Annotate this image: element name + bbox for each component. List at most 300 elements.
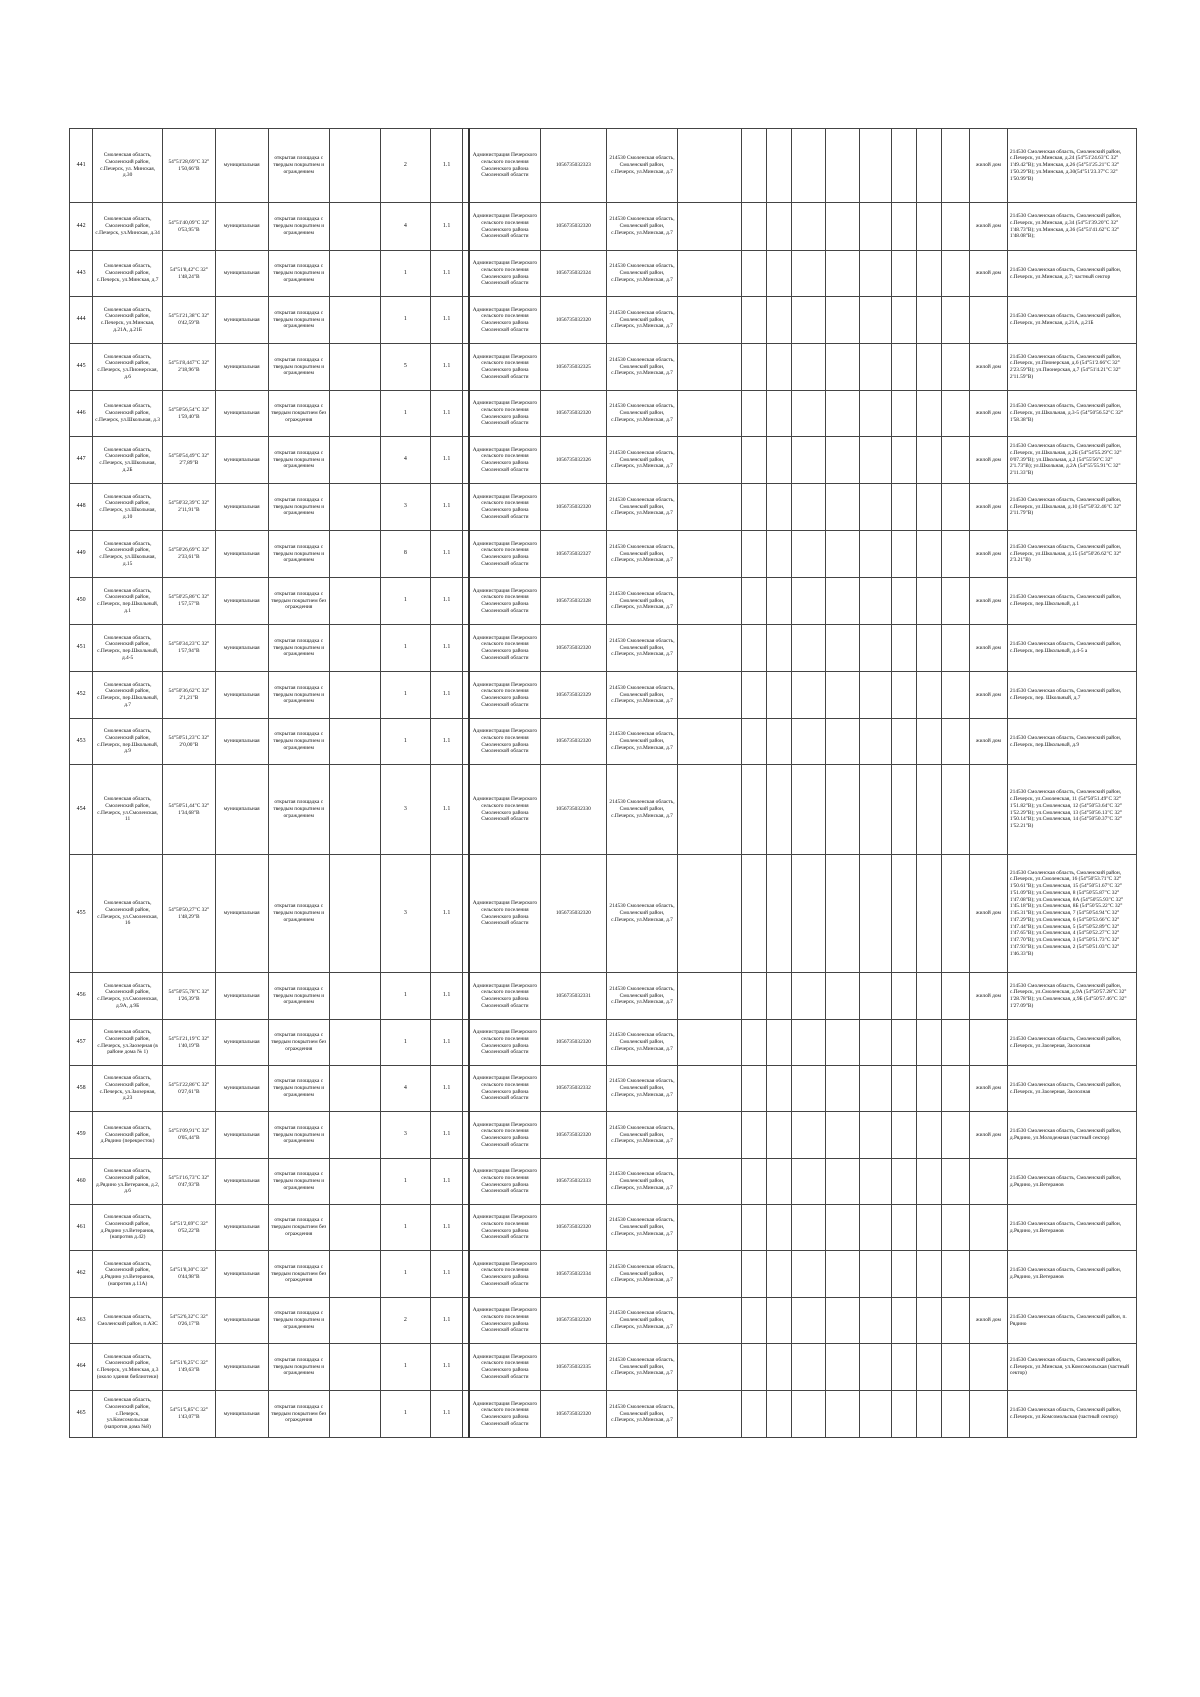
empty-cell: [329, 1112, 380, 1159]
empty-cell: [792, 1344, 826, 1391]
empty-cell: [767, 129, 792, 203]
sources-address-cell: 214530 Смоленская область, Смоленский район, д.Рядино, ул.Ветеранов: [1007, 1251, 1136, 1298]
owner-cell: Администрация Печерского сельского поселения Смоленского района Смоленской области: [469, 251, 541, 297]
empty-cell: [942, 437, 969, 484]
containers-cell: 1: [380, 1205, 431, 1251]
empty-cell: [741, 484, 766, 531]
owner-address-cell: 214530 Смоленская область, Смоленский район, с.Печерск, ул.Минская, д.7: [606, 625, 678, 672]
coords-cell: 54°51'5,85"С 32° 1'43,07"В: [162, 1391, 215, 1438]
empty-cell: [741, 251, 766, 297]
volume-cell: 1.1: [431, 531, 463, 578]
address-cell: Смоленская область, Смоленский район, с.Печерск, ул.Смоленская, д.9А, д.9Б: [93, 973, 163, 1020]
empty-cell: [741, 1066, 766, 1112]
containers-cell: 8: [380, 531, 431, 578]
table-row: [70, 437, 1137, 484]
owner-cell: Администрация Печерского сельского поселения Смоленского района Смоленской области: [469, 578, 541, 625]
row-number: 447: [70, 437, 93, 484]
surface-cell: открытая площадка с твердым покрытием без ограждения: [268, 1391, 329, 1438]
empty-cell: [891, 391, 916, 437]
coords-cell: 54°51'09,91"С 32° 0'05,44"В: [162, 1112, 215, 1159]
address-cell: Смоленская область, Смоленский район, с.Печерск, ул.Минская, д.34: [93, 203, 163, 251]
table-row: [70, 1159, 1137, 1205]
empty-cell: [891, 765, 916, 855]
table-row: [70, 625, 1137, 672]
ogrn-cell: 1056735032331: [541, 973, 606, 1020]
volume-cell: 1.1: [431, 1205, 463, 1251]
coords-cell: 54°50'36,62"С 32° 2'1,21"В: [162, 672, 215, 719]
row-number: 446: [70, 391, 93, 437]
empty-cell: [678, 1112, 741, 1159]
volume-cell: 1.1: [431, 1298, 463, 1344]
table-row: [70, 203, 1137, 251]
empty-cell: [767, 672, 792, 719]
register-body: [70, 129, 1137, 1438]
empty-cell: [942, 129, 969, 203]
coords-cell: 54°51'22,86"С 32° 0'27,61"В: [162, 1066, 215, 1112]
ogrn-cell: 1056735032320: [541, 1298, 606, 1344]
row-number: 460: [70, 1159, 93, 1205]
ogrn-cell: 1056735032326: [541, 437, 606, 484]
surface-cell: открытая площадка с твердым покрытием и ограждением: [268, 203, 329, 251]
owner-address-cell: 214530 Смоленская область, Смоленский район, с.Печерск, ул.Минская, д.7: [606, 1205, 678, 1251]
empty-cell: [826, 578, 860, 625]
empty-cell: [942, 1391, 969, 1438]
owner-address-cell: 214530 Смоленская область, Смоленский район, с.Печерск, ул.Минская, д.7: [606, 344, 678, 391]
empty-cell: [678, 1298, 741, 1344]
containers-cell: 1: [380, 973, 431, 1020]
table-row: [70, 672, 1137, 719]
empty-cell: [891, 129, 916, 203]
ownership-cell: муниципальная: [215, 973, 268, 1020]
empty-cell: [917, 973, 942, 1020]
ownership-cell: муниципальная: [215, 1205, 268, 1251]
sources-address-cell: 214530 Смоленская область, Смоленский район, с.Печерск, ул.Школьная, д.10 (54°50'32.46"С 32° 2'11.79"В): [1007, 484, 1136, 531]
empty-cell: [792, 672, 826, 719]
coords-cell: 54°50'26,69"С 32° 2'33,61"В: [162, 531, 215, 578]
empty-cell: [891, 437, 916, 484]
empty-cell: [792, 129, 826, 203]
containers-cell: 3: [380, 1112, 431, 1159]
containers-cell: 3: [380, 484, 431, 531]
sources-address-cell: 214530 Смоленская область, Смоленский район, с.Печерск, пер. Школьный, д.7: [1007, 672, 1136, 719]
empty-cell: [329, 484, 380, 531]
empty-cell: [942, 719, 969, 765]
empty-cell: [891, 297, 916, 344]
table-row: [70, 719, 1137, 765]
table-row: [70, 484, 1137, 531]
empty-cell: [767, 578, 792, 625]
empty-cell: [860, 1020, 892, 1066]
coords-cell: 54°51'28,69"С 32° 1'50,66"В: [162, 129, 215, 203]
owner-address-cell: 214530 Смоленская область, Смоленский район, с.Печерск, ул.Минская, д.7: [606, 672, 678, 719]
empty-cell: [860, 203, 892, 251]
sources-address-cell: 214530 Смоленская область, Смоленский район, д.Рядино, ул.Ветеранов: [1007, 1205, 1136, 1251]
empty-cell: [329, 1298, 380, 1344]
owner-cell: Администрация Печерского сельского поселения Смоленского района Смоленской области: [469, 1251, 541, 1298]
empty-cell: [678, 1159, 741, 1205]
surface-cell: открытая площадка с твердым покрытием и ограждением: [268, 672, 329, 719]
source-cell: [969, 1344, 1007, 1391]
source-cell: жилой дом: [969, 531, 1007, 578]
address-cell: Смоленская область, Смоленский район, с.Печерск, ул.Комсомольская (напротив дома №8): [93, 1391, 163, 1438]
ownership-cell: муниципальная: [215, 1020, 268, 1066]
empty-cell: [678, 578, 741, 625]
address-cell: Смоленская область, Смоленский район, с.Печерск, пер.Школьный, д.1: [93, 578, 163, 625]
empty-cell: [329, 1159, 380, 1205]
owner-cell: Администрация Печерского сельского поселения Смоленского района Смоленской области: [469, 1020, 541, 1066]
coords-cell: 54°51'8,447"С 32° 2'18,96"В: [162, 344, 215, 391]
ownership-cell: муниципальная: [215, 1159, 268, 1205]
coords-cell: 54°50'32,39"С 32° 2'11,91"В: [162, 484, 215, 531]
surface-cell: открытая площадка с твердым покрытием и ограждением: [268, 1344, 329, 1391]
owner-cell: Администрация Печерского сельского поселения Смоленского района Смоленской области: [469, 391, 541, 437]
empty-cell: [329, 531, 380, 578]
empty-cell: [741, 625, 766, 672]
empty-cell: [891, 203, 916, 251]
row-number: 465: [70, 1391, 93, 1438]
ownership-cell: муниципальная: [215, 344, 268, 391]
empty-cell: [826, 129, 860, 203]
table-row: [70, 344, 1137, 391]
ownership-cell: муниципальная: [215, 855, 268, 973]
ownership-cell: муниципальная: [215, 531, 268, 578]
surface-cell: открытая площадка с твердым покрытием и ограждением: [268, 765, 329, 855]
sources-address-cell: 214530 Смоленская область, Смоленский район, с.Печерск, ул.Смоленская, д.9А (54°50'57.28"С 32° 1'28.78"В); ул.Смоленская, д.9Б (54°50'57.46"С 32° 1'27.09"В): [1007, 973, 1136, 1020]
coords-cell: 54°51'16,73"С 32° 0'47,93"В: [162, 1159, 215, 1205]
empty-cell: [917, 765, 942, 855]
empty-cell: [741, 1251, 766, 1298]
empty-cell: [678, 531, 741, 578]
sources-address-cell: 214530 Смоленская область, Смоленский район, с.Печерск, ул.Комсомольская (частный сектор): [1007, 1391, 1136, 1438]
empty-cell: [891, 531, 916, 578]
empty-cell: [329, 1344, 380, 1391]
empty-cell: [678, 1066, 741, 1112]
empty-cell: [826, 1344, 860, 1391]
table-row: [70, 1344, 1137, 1391]
empty-cell: [917, 1344, 942, 1391]
owner-address-cell: 214530 Смоленская область, Смоленский район, с.Печерск, ул.Минская, д.7: [606, 1298, 678, 1344]
empty-cell: [891, 719, 916, 765]
sources-address-cell: 214530 Смоленская область, Смоленский район, п. Рядино: [1007, 1298, 1136, 1344]
ogrn-cell: 1056735032332: [541, 1066, 606, 1112]
owner-cell: Администрация Печерского сельского поселения Смоленского района Смоленской области: [469, 344, 541, 391]
surface-cell: открытая площадка с твердым покрытием и ограждением: [268, 344, 329, 391]
coords-cell: 54°50'51,23"С 32° 2'0,00"В: [162, 719, 215, 765]
row-number: 464: [70, 1344, 93, 1391]
empty-cell: [741, 203, 766, 251]
empty-cell: [891, 1159, 916, 1205]
surface-cell: открытая площадка с твердым покрытием и ограждением: [268, 531, 329, 578]
surface-cell: открытая площадка с твердым покрытием и ограждением: [268, 625, 329, 672]
empty-cell: [860, 1344, 892, 1391]
sources-address-cell: 214530 Смоленская область, Смоленский район, с.Печерск, пер.Школьный, д.1: [1007, 578, 1136, 625]
empty-cell: [767, 1344, 792, 1391]
coords-cell: 54°51'40,09"С 32° 0'53,95"В: [162, 203, 215, 251]
empty-cell: [891, 855, 916, 973]
row-number: 452: [70, 672, 93, 719]
empty-cell: [767, 765, 792, 855]
empty-cell: [942, 578, 969, 625]
table-row: [70, 251, 1137, 297]
source-cell: жилой дом: [969, 855, 1007, 973]
address-cell: Смоленская область, Смоленский район, с.Печерск, ул.Пионерская, д.6: [93, 344, 163, 391]
empty-cell: [329, 297, 380, 344]
address-cell: Смоленская область, Смоленский район, с.Печерск, ул.Школьная, д.10: [93, 484, 163, 531]
coords-cell: 54°51'21,19"С 32° 1'40,19"В: [162, 1020, 215, 1066]
owner-address-cell: 214530 Смоленская область, Смоленский район, с.Печерск, ул.Минская, д.7: [606, 1066, 678, 1112]
source-cell: жилой дом: [969, 437, 1007, 484]
empty-cell: [741, 578, 766, 625]
empty-cell: [792, 531, 826, 578]
containers-cell: 1: [380, 251, 431, 297]
coords-cell: 54°51'8,42"С 32° 1'48,24"В: [162, 251, 215, 297]
source-cell: жилой дом: [969, 484, 1007, 531]
source-cell: [969, 765, 1007, 855]
surface-cell: открытая площадка с твердым покрытием без ограждения: [268, 391, 329, 437]
owner-address-cell: 214530 Смоленская область, Смоленский район, с.Печерск, ул.Минская, д.7: [606, 437, 678, 484]
empty-cell: [741, 297, 766, 344]
empty-cell: [917, 719, 942, 765]
empty-cell: [329, 578, 380, 625]
ownership-cell: муниципальная: [215, 625, 268, 672]
containers-cell: 4: [380, 1066, 431, 1112]
ogrn-cell: 1056735032325: [541, 344, 606, 391]
row-number: 462: [70, 1251, 93, 1298]
address-cell: Смоленская область, Смоленский район, с.Печерск, ул.Школьная, д.15: [93, 531, 163, 578]
table-row: [70, 1066, 1137, 1112]
empty-cell: [891, 1391, 916, 1438]
coords-cell: 54°50'56,54"С 32° 1'59,40"В: [162, 391, 215, 437]
empty-cell: [678, 129, 741, 203]
owner-cell: Администрация Печерского сельского поселения Смоленского района Смоленской области: [469, 484, 541, 531]
empty-cell: [329, 1205, 380, 1251]
row-number: 445: [70, 344, 93, 391]
empty-cell: [792, 203, 826, 251]
empty-cell: [741, 344, 766, 391]
ogrn-cell: 1056735032320: [541, 1020, 606, 1066]
empty-cell: [741, 1344, 766, 1391]
row-number: 444: [70, 297, 93, 344]
sources-address-cell: 214530 Смоленская область, Смоленский район, с.Печерск, ул.Школьная, д.3-5 (54°50'56.52"С 32° 1'58.38"В): [1007, 391, 1136, 437]
empty-cell: [678, 344, 741, 391]
owner-address-cell: 214530 Смоленская область, Смоленский район, с.Печерск, ул.Минская, д.7: [606, 391, 678, 437]
address-cell: Смоленская область, Смоленский район, д.Рядино ул.Ветеранов, д.2, д.6: [93, 1159, 163, 1205]
containers-cell: 1: [380, 1020, 431, 1066]
empty-cell: [942, 765, 969, 855]
ogrn-cell: 1056735032320: [541, 484, 606, 531]
ownership-cell: муниципальная: [215, 484, 268, 531]
volume-cell: 1.1: [431, 344, 463, 391]
empty-cell: [329, 437, 380, 484]
empty-cell: [826, 1112, 860, 1159]
empty-cell: [329, 391, 380, 437]
empty-cell: [329, 344, 380, 391]
source-cell: жилой дом: [969, 391, 1007, 437]
table-row: [70, 297, 1137, 344]
empty-cell: [741, 1205, 766, 1251]
empty-cell: [891, 484, 916, 531]
empty-cell: [917, 1020, 942, 1066]
source-cell: [969, 297, 1007, 344]
empty-cell: [826, 973, 860, 1020]
source-cell: жилой дом: [969, 203, 1007, 251]
empty-cell: [767, 1251, 792, 1298]
address-cell: Смоленская область, Смоленский район, с.Печерск, ул.Смоленская, 16: [93, 855, 163, 973]
empty-cell: [917, 344, 942, 391]
surface-cell: открытая площадка с твердым покрытием без ограждения: [268, 1205, 329, 1251]
ownership-cell: муниципальная: [215, 765, 268, 855]
empty-cell: [942, 973, 969, 1020]
address-cell: Смоленская область, Смоленский район, д.Рядино (перекресток): [93, 1112, 163, 1159]
coords-cell: 54°50'25,86"С 32° 1'57,57"В: [162, 578, 215, 625]
row-number: 449: [70, 531, 93, 578]
empty-cell: [678, 297, 741, 344]
address-cell: Смоленская область, Смоленский район, с.Печерск, пер.Школьный, д.4-5: [93, 625, 163, 672]
table-row: [70, 765, 1137, 855]
empty-cell: [826, 1020, 860, 1066]
empty-cell: [678, 1391, 741, 1438]
empty-cell: [678, 1205, 741, 1251]
row-number: 456: [70, 973, 93, 1020]
empty-cell: [329, 973, 380, 1020]
address-cell: Смоленская область, Смоленский район, с.Печерск, ул.Минская, д.7: [93, 251, 163, 297]
empty-cell: [792, 1251, 826, 1298]
empty-cell: [767, 1020, 792, 1066]
owner-address-cell: 214530 Смоленская область, Смоленский район, с.Печерск, ул.Минская, д.7: [606, 973, 678, 1020]
owner-cell: Администрация Печерского сельского поселения Смоленского района Смоленской области: [469, 1159, 541, 1205]
source-cell: жилой дом: [969, 719, 1007, 765]
empty-cell: [860, 297, 892, 344]
empty-cell: [891, 1344, 916, 1391]
empty-cell: [942, 672, 969, 719]
ogrn-cell: 1056735032329: [541, 672, 606, 719]
empty-cell: [741, 672, 766, 719]
owner-cell: Администрация Печерского сельского поселения Смоленского района Смоленской области: [469, 437, 541, 484]
empty-cell: [917, 1112, 942, 1159]
empty-cell: [792, 1205, 826, 1251]
source-cell: [969, 1020, 1007, 1066]
owner-cell: Администрация Печерского сельского поселения Смоленского района Смоленской области: [469, 129, 541, 203]
empty-cell: [792, 765, 826, 855]
empty-cell: [678, 437, 741, 484]
surface-cell: открытая площадка с твердым покрытием и ограждением: [268, 719, 329, 765]
coords-cell: 54°51'21,38"С 32° 0'42,59"В: [162, 297, 215, 344]
address-cell: Смоленская область, Смоленский район, с.Печерск, ул.Смоленская, 11: [93, 765, 163, 855]
empty-cell: [678, 1251, 741, 1298]
table-row: [70, 855, 1137, 973]
ogrn-cell: 1056735032320: [541, 1205, 606, 1251]
source-cell: жилой дом: [969, 1298, 1007, 1344]
volume-cell: 1.1: [431, 129, 463, 203]
row-number: 442: [70, 203, 93, 251]
empty-cell: [792, 437, 826, 484]
empty-cell: [891, 1112, 916, 1159]
owner-address-cell: 214530 Смоленская область, Смоленский район, с.Печерск, ул.Минская, д.7: [606, 719, 678, 765]
containers-cell: 1: [380, 1344, 431, 1391]
volume-cell: 1.1: [431, 973, 463, 1020]
owner-cell: Администрация Печерского сельского поселения Смоленского района Смоленской области: [469, 1205, 541, 1251]
sources-address-cell: 214530 Смоленская область, Смоленский район, с.Печерск, ул.Пионерская, д.6 (54°51'2.66"С 32° 2'23.59"В); ул.Пионерская, д.7 (54°51'4.21"С 32° 2'11.59"В): [1007, 344, 1136, 391]
ogrn-cell: 1056735032324: [541, 251, 606, 297]
containers-cell: 1: [380, 1159, 431, 1205]
owner-address-cell: 214530 Смоленская область, Смоленский район, с.Печерск, ул.Минская, д.7: [606, 251, 678, 297]
empty-cell: [826, 251, 860, 297]
owner-address-cell: 214530 Смоленская область, Смоленский район, с.Печерск, ул.Минская, д.7: [606, 484, 678, 531]
address-cell: Смоленская область, Смоленский район, с.Печерск, ул.Школьная, д.3: [93, 391, 163, 437]
empty-cell: [917, 437, 942, 484]
empty-cell: [767, 855, 792, 973]
containers-cell: 2: [380, 1298, 431, 1344]
empty-cell: [792, 719, 826, 765]
empty-cell: [942, 203, 969, 251]
surface-cell: открытая площадка с твердым покрытием и ограждением: [268, 437, 329, 484]
sources-address-cell: 214530 Смоленская область, Смоленский район, с.Печерск, ул.Школьная, д.2Б (54°54'55.29"С 32° 0'07.39"В); ул.Школьная, д.2 (54°55'56"С 32° 2'1.73"В); ул.Школьная, д.2А (54°55'55.91"С 32° 2'11.33"В): [1007, 437, 1136, 484]
owner-cell: Администрация Печерского сельского поселения Смоленского района Смоленской области: [469, 531, 541, 578]
address-cell: Смоленская область, Смоленский район, с.Печерск, ул.Минская, д.21А, д.21Б: [93, 297, 163, 344]
ogrn-cell: 1056735032320: [541, 855, 606, 973]
empty-cell: [826, 1159, 860, 1205]
empty-cell: [826, 297, 860, 344]
ogrn-cell: 1056735032333: [541, 1159, 606, 1205]
ogrn-cell: 1056735032334: [541, 1251, 606, 1298]
empty-cell: [891, 344, 916, 391]
empty-cell: [917, 203, 942, 251]
owner-address-cell: 214530 Смоленская область, Смоленский район, с.Печерск, ул.Минская, д.7: [606, 1112, 678, 1159]
source-cell: [969, 1391, 1007, 1438]
empty-cell: [329, 129, 380, 203]
empty-cell: [741, 855, 766, 973]
empty-cell: [860, 1391, 892, 1438]
empty-cell: [792, 297, 826, 344]
empty-cell: [860, 1298, 892, 1344]
empty-cell: [942, 1159, 969, 1205]
address-cell: Смоленская область, Смоленский район, с.Печерск, ул.Минская, д.3 (около здания библиотеки): [93, 1344, 163, 1391]
address-cell: Смоленская область, Смоленский район, с.Печерск, пер.Школьный, д.7: [93, 672, 163, 719]
table-row: [70, 1251, 1137, 1298]
containers-cell: 1: [380, 672, 431, 719]
empty-cell: [860, 344, 892, 391]
coords-cell: 54°50'55,78"С 32° 1'26,39"В: [162, 973, 215, 1020]
address-cell: Смоленская область, Смоленский район, п.АЗС: [93, 1298, 163, 1344]
empty-cell: [860, 1251, 892, 1298]
source-cell: жилой дом: [969, 251, 1007, 297]
empty-cell: [678, 973, 741, 1020]
ownership-cell: муниципальная: [215, 1344, 268, 1391]
surface-cell: открытая площадка с твердым покрытием и ограждением: [268, 129, 329, 203]
volume-cell: 1.1: [431, 719, 463, 765]
empty-cell: [917, 1205, 942, 1251]
empty-cell: [792, 1391, 826, 1438]
containers-cell: 1: [380, 625, 431, 672]
empty-cell: [891, 1020, 916, 1066]
empty-cell: [678, 484, 741, 531]
empty-cell: [329, 251, 380, 297]
ogrn-cell: 1056735032320: [541, 203, 606, 251]
empty-cell: [767, 531, 792, 578]
empty-cell: [678, 672, 741, 719]
volume-cell: 1.1: [431, 484, 463, 531]
table-row: [70, 1112, 1137, 1159]
surface-cell: открытая площадка с твердым покрытием и ограждением: [268, 251, 329, 297]
empty-cell: [942, 1112, 969, 1159]
owner-cell: Администрация Печерского сельского поселения Смоленского района Смоленской области: [469, 973, 541, 1020]
ogrn-cell: 1056735032330: [541, 765, 606, 855]
volume-cell: 1.1: [431, 1159, 463, 1205]
empty-cell: [792, 578, 826, 625]
sources-address-cell: 214530 Смоленская область, Смоленский район, с.Печерск, ул.Смоленская, 11 (54°50'51.49"С 32° 1'51.82"В); ул.Смоленская, 12 (54°50'53.64"С 32° 1'52.29"В); ул.Смоленская, 13 (54°50'56.13"С 32° 1'50.14"В); ул.Смоленская, 14 (54°50'50.37"С 32° 1'52.21"В): [1007, 765, 1136, 855]
surface-cell: открытая площадка с твердым покрытием и ограждением: [268, 484, 329, 531]
empty-cell: [917, 391, 942, 437]
